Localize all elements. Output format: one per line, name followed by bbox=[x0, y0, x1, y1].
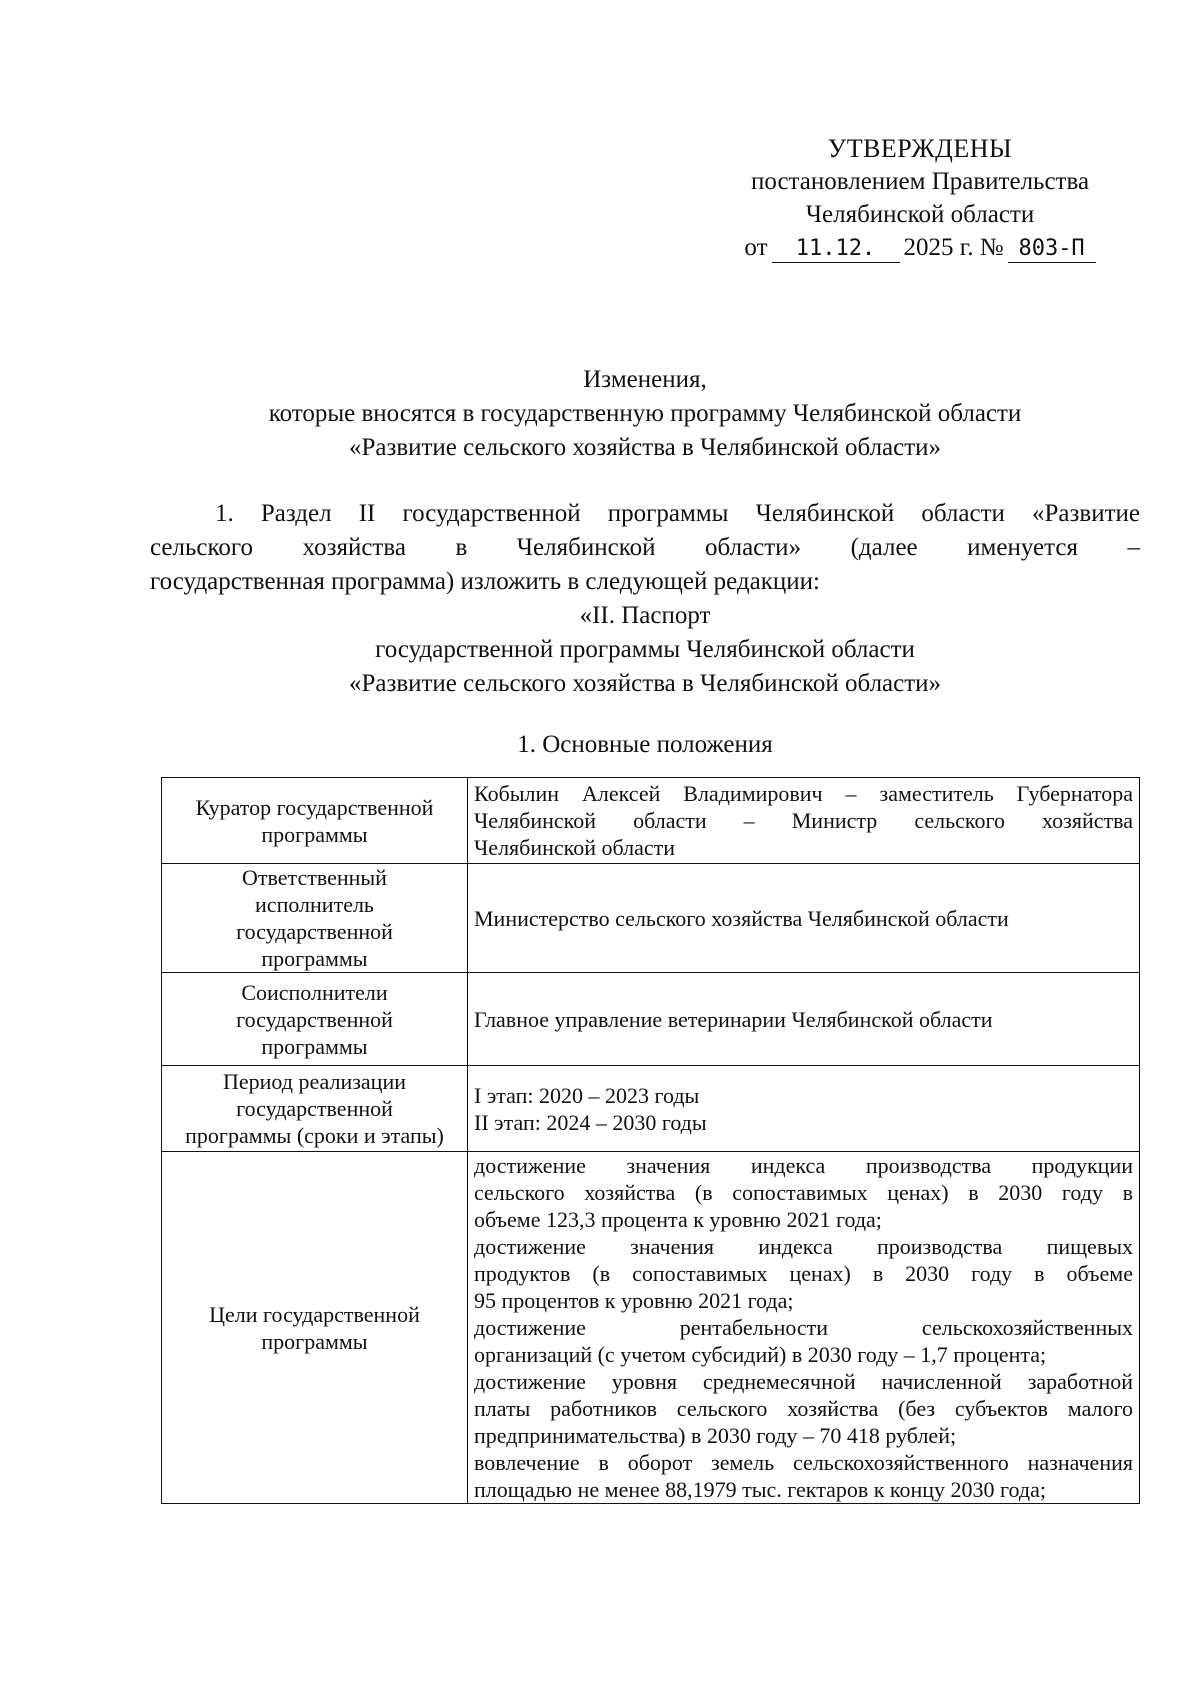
decree-number: 803-П bbox=[1008, 236, 1096, 263]
table-row bbox=[162, 1152, 1140, 1504]
row-label bbox=[162, 973, 468, 1066]
row-label bbox=[162, 778, 468, 864]
passport-heading bbox=[150, 599, 1140, 701]
row-value-line: достижение значения индекса производства продукции bbox=[474, 1153, 1133, 1178]
paragraph-line-2: сельского хозяйства в Челябинской области» (далее именуется – bbox=[150, 534, 1140, 561]
row-label-line: государственной bbox=[236, 919, 393, 944]
row-value-line: продуктов (в сопоставимых ценах) в 2030 году в объеме bbox=[474, 1261, 1133, 1286]
passport-line-1: «II. Паспорт bbox=[579, 602, 711, 629]
row-value-line: I этап: 2020 – 2023 годы bbox=[474, 1082, 700, 1108]
year-label: 2025 г. № bbox=[903, 234, 1004, 261]
section-heading: 1. Основные положения bbox=[517, 731, 773, 758]
row-value bbox=[468, 973, 1140, 1066]
row-value-line: предпринимательства) в 2030 году – 70 418 рублей; bbox=[474, 1423, 957, 1448]
row-label-line: программы bbox=[261, 946, 368, 971]
row-label-line: программы (сроки и этапы) bbox=[185, 1123, 444, 1148]
row-value-line: Кобылин Алексей Владимирович – заместитель Губернатора bbox=[474, 781, 1133, 806]
row-value-line: Челябинской области – Министр сельского хозяйства bbox=[474, 808, 1133, 833]
row-value-line: 95 процентов к уровню 2021 года; bbox=[474, 1288, 794, 1313]
row-value-line: Главное управление ветеринарии Челябинской области bbox=[474, 1006, 993, 1032]
row-label-line: программы bbox=[261, 821, 368, 847]
table-row bbox=[162, 778, 1140, 864]
row-label-line: государственной bbox=[236, 1006, 393, 1032]
row-value-line: вовлечение в оборот земель сельскохозяйственного назначения bbox=[474, 1450, 1133, 1475]
table-row bbox=[162, 1066, 1140, 1152]
paragraph-line-1: 1. Раздел II государственной программы Челябинской области «Развитие bbox=[215, 500, 1140, 527]
row-label-line: Соисполнители bbox=[241, 979, 388, 1005]
row-value-line: объеме 123,3 процента к уровню 2021 года; bbox=[474, 1207, 882, 1232]
approval-line-1: постановлением Правительства bbox=[750, 168, 1090, 195]
passport-line-3: «Развитие сельского хозяйства в Челябинской области» bbox=[348, 670, 942, 697]
row-value-line: достижение значения индекса производства пищевых bbox=[474, 1234, 1133, 1259]
row-label-line: Период реализации bbox=[222, 1069, 406, 1094]
row-label-line: Куратор государственной bbox=[195, 794, 434, 820]
amendment-paragraph bbox=[150, 497, 1140, 599]
row-value-line: Челябинской области bbox=[474, 835, 676, 860]
row-label bbox=[162, 864, 468, 973]
table-row bbox=[162, 864, 1140, 973]
row-value-line: сельского хозяйства (в сопоставимых ценах) в 2030 году в bbox=[474, 1180, 1133, 1205]
row-value-line: площадью не менее 88,1979 тыс. гектаров к концу 2030 года; bbox=[474, 1477, 1046, 1502]
title-line-3: «Развитие сельского хозяйства в Челябинской области» bbox=[348, 434, 942, 461]
title-line-1: Изменения, bbox=[583, 366, 707, 393]
paragraph-line-3: государственная программа) изложить в следующей редакции: bbox=[150, 568, 820, 595]
approval-line-2: Челябинской области bbox=[805, 201, 1035, 228]
approved-heading: УТВЕРЖДЕНЫ bbox=[827, 134, 1013, 163]
row-value-line: Министерство сельского хозяйства Челябинской области bbox=[474, 905, 1009, 931]
row-value-line: II этап: 2024 – 2030 годы bbox=[474, 1109, 707, 1135]
row-value-line: платы работников сельского хозяйства (без субъектов малого bbox=[474, 1396, 1133, 1421]
row-label bbox=[162, 1152, 468, 1504]
row-value bbox=[468, 1066, 1140, 1152]
row-value bbox=[468, 778, 1140, 864]
document-title bbox=[150, 363, 1140, 465]
row-value-line: организаций (с учетом субсидий) в 2030 году – 1,7 процента; bbox=[474, 1342, 1047, 1367]
row-label-line: программы bbox=[261, 1033, 368, 1059]
row-value bbox=[468, 1152, 1140, 1504]
row-label-line: исполнитель bbox=[255, 892, 374, 917]
title-line-2: которые вносятся в государственную программу Челябинской области bbox=[268, 400, 1022, 427]
approval-stamp bbox=[700, 132, 1140, 264]
row-label-line: программы bbox=[261, 1328, 368, 1354]
row-label-line: государственной bbox=[236, 1096, 393, 1121]
main-provisions-table bbox=[161, 777, 1140, 1504]
table-row bbox=[162, 973, 1140, 1066]
date-value: 11.12. bbox=[772, 236, 900, 263]
row-value bbox=[468, 864, 1140, 973]
row-value-line: достижение уровня среднемесячной начисленной заработной bbox=[474, 1369, 1133, 1394]
date-prefix: от bbox=[744, 234, 768, 261]
passport-line-2: государственной программы Челябинской области bbox=[375, 636, 915, 663]
row-value-line: достижение рентабельности сельскохозяйственных bbox=[474, 1315, 1133, 1340]
approval-date-line bbox=[700, 231, 1140, 264]
row-label-line: Цели государственной bbox=[209, 1301, 420, 1327]
row-label-line: Ответственный bbox=[242, 865, 387, 890]
row-label bbox=[162, 1066, 468, 1152]
